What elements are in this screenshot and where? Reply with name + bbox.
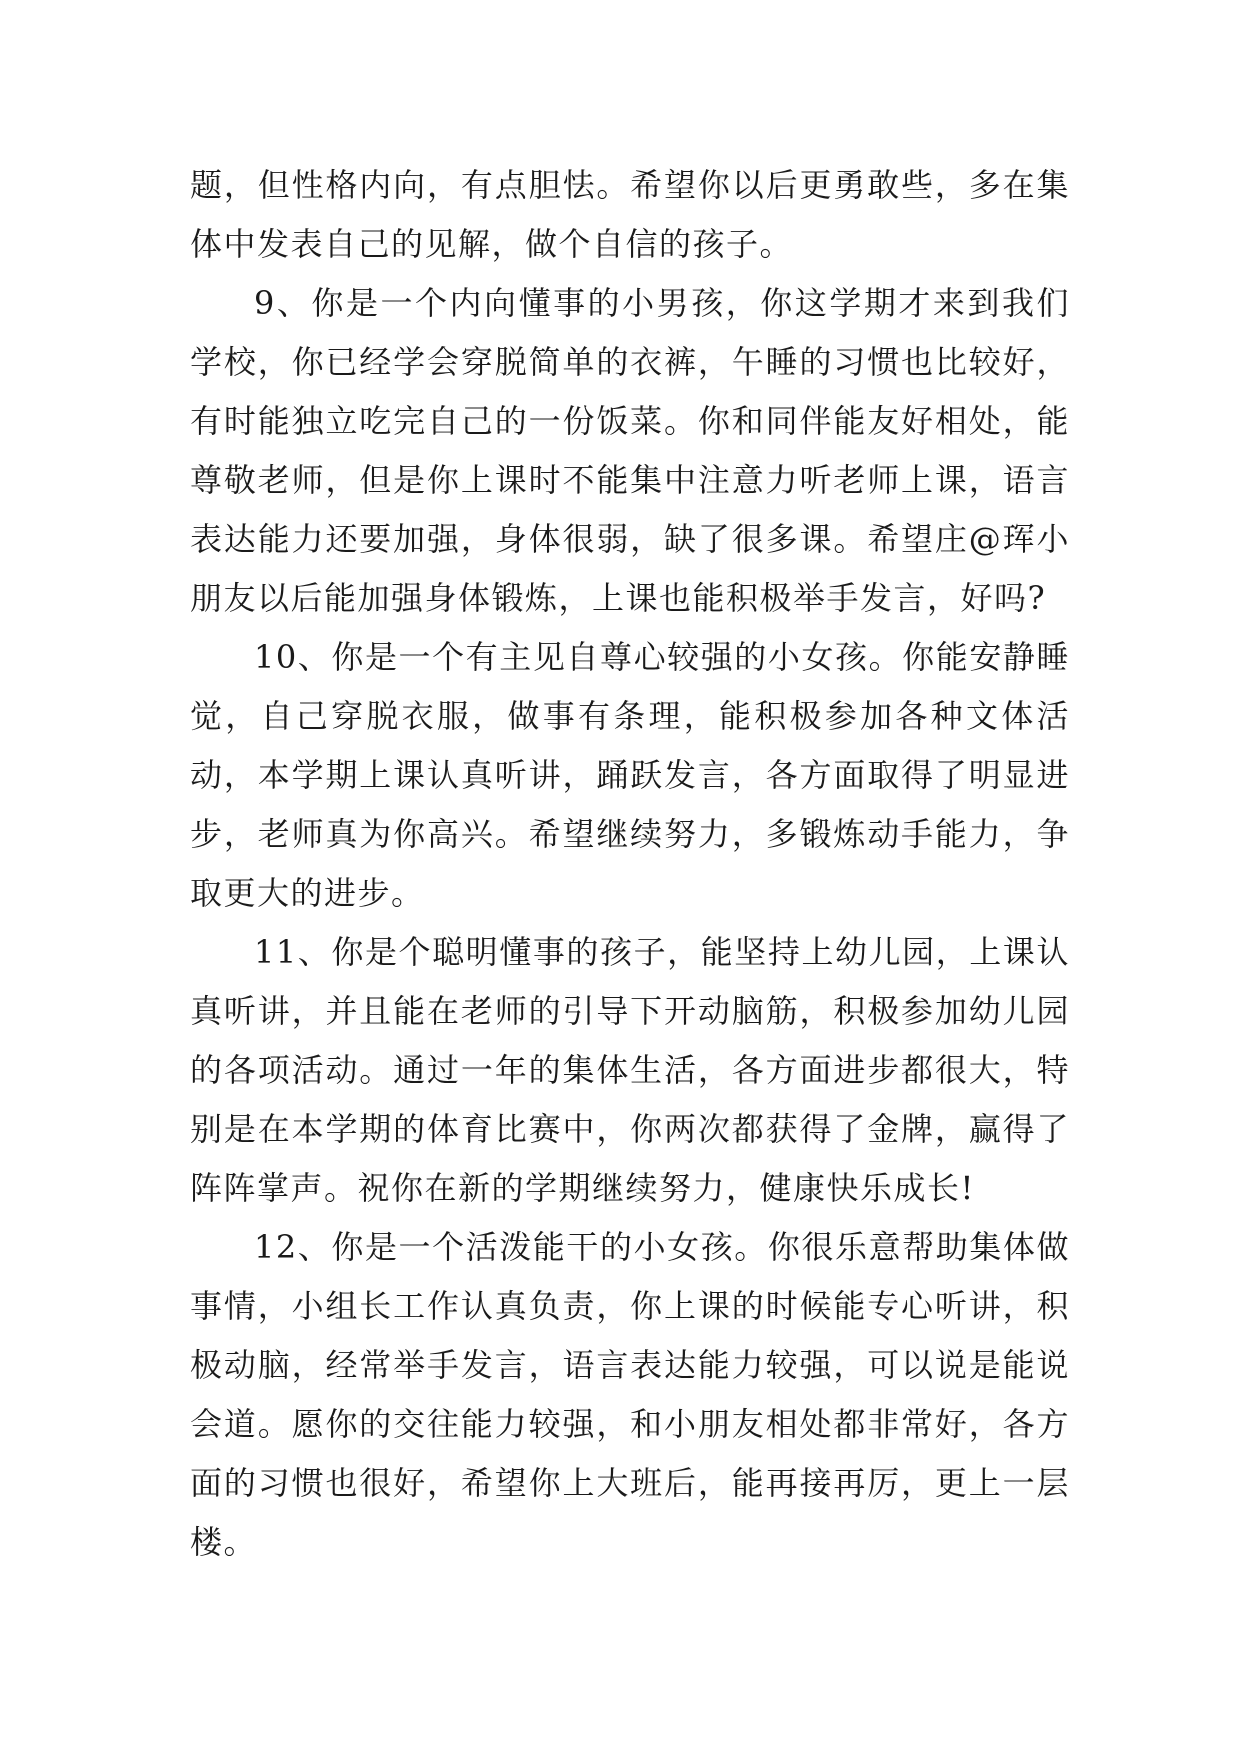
paragraph-continued: 题，但性格内向，有点胆怯。希望你以后更勇敢些，多在集体中发表自己的见解，做个自信的孩子。 bbox=[190, 166, 1070, 263]
paragraph-comment-10: 10、你是一个有主见自尊心较强的小女孩。你能安静睡觉，自己穿脱衣服，做事有条理，能积极参加各种文体活动，本学期上课认真听讲，踊跃发言，各方面取得了明显进步，老师真为你高兴。希望继续努力，多锻炼动手能力，争取更大的进步。 bbox=[190, 638, 1070, 912]
paragraph-comment-12: 12、你是一个活泼能干的小女孩。你很乐意帮助集体做事情，小组长工作认真负责，你上课的时候能专心听讲，积极动脑，经常举手发言，语言表达能力较强，可以说是能说会道。愿你的交往能力较强，和小朋友相处都非常好，各方面的习惯也很好，希望你上大班后，能再接再厉，更上一层楼。 bbox=[190, 1228, 1070, 1561]
paragraph-comment-11: 11、你是个聪明懂事的孩子，能坚持上幼儿园，上课认真听讲，并且能在老师的引导下开动脑筋，积极参加幼儿园的各项活动。通过一年的集体生活，各方面进步都很大，特别是在本学期的体育比赛中，你两次都获得了金牌，赢得了阵阵掌声。祝你在新的学期继续努力，健康快乐成长! bbox=[190, 933, 1070, 1207]
document-body bbox=[190, 156, 1070, 1572]
paragraph-comment-9: 9、你是一个内向懂事的小男孩，你这学期才来到我们学校，你已经学会穿脱简单的衣裤，午睡的习惯也比较好，有时能独立吃完自己的一份饭菜。你和同伴能友好相处，能尊敬老师，但是你上课时不能集中注意力听老师上课，语言表达能力还要加强，身体很弱，缺了很多课。希望庄@珲小朋友以后能加强身体锻炼，上课也能积极举手发言，好吗? bbox=[190, 284, 1070, 617]
